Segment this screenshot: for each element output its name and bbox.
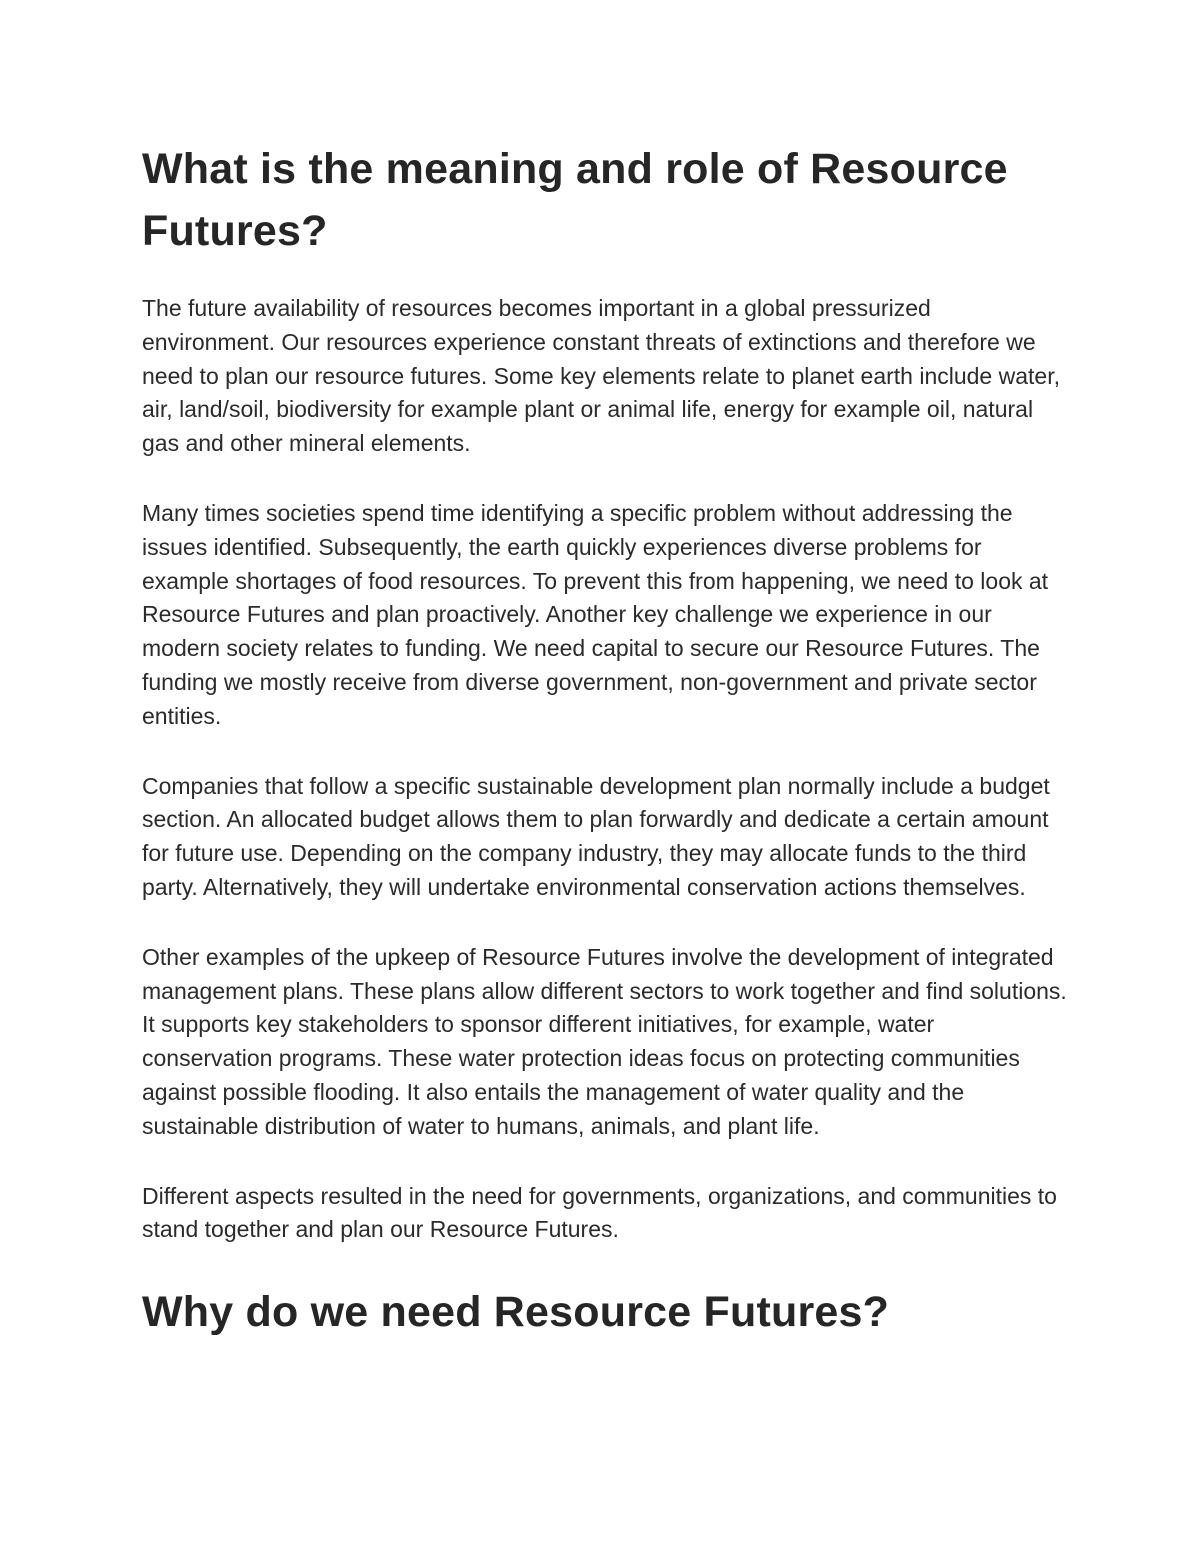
secondary-heading: Why do we need Resource Futures? [142,1288,890,1337]
paragraph-societies-problems: Many times societies spend time identifying a specific problem without addressing the issues identified. Subsequently, the earth quickly experiences diverse problems for example shortages of food resources. To prevent this from happening, we need to look at Resource Futures and plan proactively. Another key challenge we experience in our modern society relates to funding. We need capital to secure our Resource Futures. The funding we mostly receive from diverse government, non-government and private sector entities. [142,499,1049,729]
main-heading: What is the meaning and role of Resource Futures? [142,145,1008,255]
paragraph-different-aspects: Different aspects resulted in the need for governments, organizations, and communities to stand together and plan our Resource Futures. [142,1182,1057,1243]
paragraph-company-budget: Companies that follow a specific sustainable development plan normally include a budget section. An allocated budget allows them to plan forwardly and dedicate a certain amount for future use. Depending on the company industry, they may allocate funds to the third party. Alternatively, they will undertake environmental conservation actions themselves. [142,772,1050,900]
paragraph-resource-availability: The future availability of resources becomes important in a global pressurized environment. Our resources experience constant threats of extinctions and therefore we need to plan our resource futures. Some key elements relate to planet earth include water, air, land/soil, biodiversity for example plant or animal life, energy for example oil, natural gas and other mineral elements. [142,295,1060,457]
paragraph-management-plans: Other examples of the upkeep of Resource Futures involve the development of integrated management plans. These plans allow different sectors to work together and find solutions. It supports key stakeholders to sponsor different initiatives, for example, water conservation programs. These water protection ideas focus on protecting communities against possible flooding. It also entails the management of water quality and the sustainable distribution of water to humans, animals, and plant life. [142,943,1067,1139]
document-body [142,138,1067,1343]
